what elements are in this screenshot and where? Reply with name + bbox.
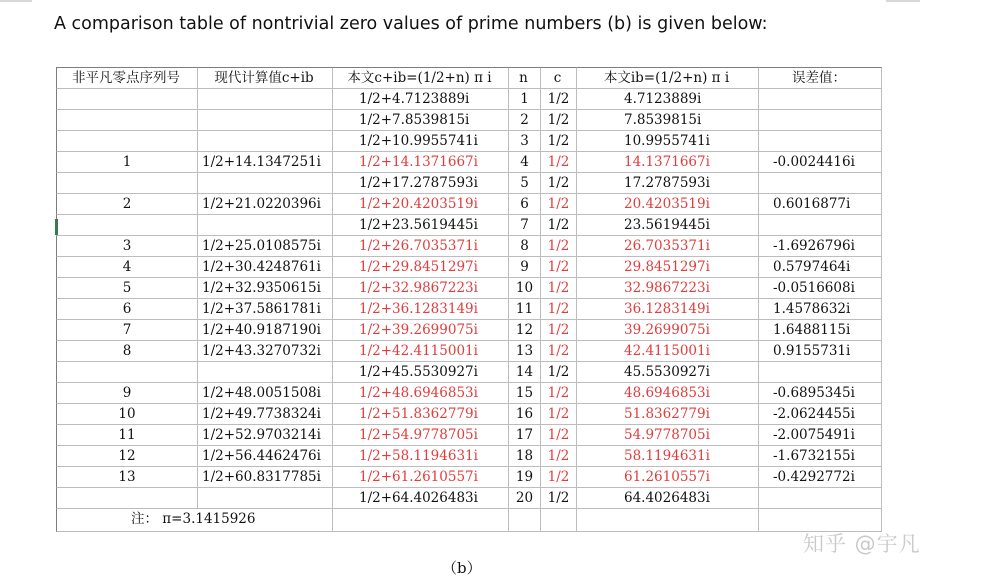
cell-n: 15 (509, 383, 541, 404)
table-row (56, 110, 882, 131)
cell-modern: 1/2+21.0220396i (198, 194, 333, 215)
cell-seq: 1 (56, 152, 198, 173)
cell-c: 1/2 (541, 278, 577, 299)
cell-modern (198, 110, 333, 131)
cell-ib: 4.7123889i (577, 89, 759, 110)
table-row (56, 383, 882, 404)
header-n: n (509, 67, 541, 89)
cell-error: -0.0516608i (759, 278, 882, 299)
table-row (56, 404, 882, 425)
cell-modern (198, 89, 333, 110)
cell-error: 0.9155731i (759, 341, 882, 362)
empty-cell (333, 509, 509, 532)
cell-modern (198, 362, 333, 383)
cell-error: -0.0024416i (759, 152, 882, 173)
cell-c: 1/2 (541, 257, 577, 278)
cell-c: 1/2 (541, 131, 577, 152)
table-row (56, 425, 882, 446)
cell-c: 1/2 (541, 425, 577, 446)
cell-ib: 29.8451297i (577, 257, 759, 278)
cell-seq (56, 488, 198, 509)
cell-error: -2.0075491i (759, 425, 882, 446)
cell-seq: 2 (56, 194, 198, 215)
cell-modern: 1/2+25.0108575i (198, 236, 333, 257)
watermark: 知乎 @宇凡 (803, 532, 921, 556)
cell-c: 1/2 (541, 488, 577, 509)
cell-ib: 64.4026483i (577, 488, 759, 509)
header-paper: 本文c+ib=(1/2+n) π i (333, 67, 509, 89)
cell-modern: 1/2+14.1347251i (198, 152, 333, 173)
header-ib: 本文ib=(1/2+n) π i (577, 67, 759, 89)
cell-seq: 3 (56, 236, 198, 257)
table-row (56, 467, 882, 488)
cell-error: 0.6016877i (759, 194, 882, 215)
cell-ib: 61.2610557i (577, 467, 759, 488)
cell-seq: 12 (56, 446, 198, 467)
cell-ib: 17.2787593i (577, 173, 759, 194)
table-row (56, 257, 882, 278)
cell-paper: 1/2+29.8451297i (333, 257, 509, 278)
cell-n: 3 (509, 131, 541, 152)
pi-note: 注： π=3.1415926 (56, 509, 333, 532)
cell-selection-marker (55, 219, 58, 235)
cell-c: 1/2 (541, 173, 577, 194)
table-row (56, 320, 882, 341)
cell-n: 6 (509, 194, 541, 215)
cell-seq: 9 (56, 383, 198, 404)
header-c: c (541, 67, 577, 89)
cell-n: 4 (509, 152, 541, 173)
cell-c: 1/2 (541, 194, 577, 215)
cell-n: 5 (509, 173, 541, 194)
table-body (56, 89, 882, 509)
cell-seq (56, 110, 198, 131)
cell-error: -1.6732155i (759, 446, 882, 467)
top-rule-left (0, 0, 32, 2)
figure-caption: （b） (442, 559, 482, 577)
cell-paper: 1/2+64.4026483i (333, 488, 509, 509)
cell-paper: 1/2+4.7123889i (333, 89, 509, 110)
cell-seq: 11 (56, 425, 198, 446)
cell-n: 10 (509, 278, 541, 299)
cell-paper: 1/2+7.8539815i (333, 110, 509, 131)
cell-modern: 1/2+48.0051508i (198, 383, 333, 404)
cell-modern: 1/2+60.8317785i (198, 467, 333, 488)
cell-seq: 8 (56, 341, 198, 362)
cell-seq (56, 131, 198, 152)
cell-paper: 1/2+32.9867223i (333, 278, 509, 299)
cell-error (759, 89, 882, 110)
cell-modern: 1/2+49.7738324i (198, 404, 333, 425)
cell-paper: 1/2+23.5619445i (333, 215, 509, 236)
cell-paper: 1/2+42.4115001i (333, 341, 509, 362)
cell-n: 19 (509, 467, 541, 488)
cell-ib: 26.7035371i (577, 236, 759, 257)
cell-ib: 45.5530927i (577, 362, 759, 383)
empty-cell (577, 509, 759, 532)
table-row (56, 278, 882, 299)
cell-error (759, 215, 882, 236)
cell-paper: 1/2+58.1194631i (333, 446, 509, 467)
cell-error: -0.4292772i (759, 467, 882, 488)
table-row (56, 446, 882, 467)
table-row (56, 194, 882, 215)
table-header-row (56, 67, 882, 89)
cell-error: 1.4578632i (759, 299, 882, 320)
cell-error (759, 173, 882, 194)
cell-c: 1/2 (541, 446, 577, 467)
cell-ib: 36.1283149i (577, 299, 759, 320)
cell-n: 17 (509, 425, 541, 446)
cell-error (759, 110, 882, 131)
cell-paper: 1/2+39.2699075i (333, 320, 509, 341)
cell-ib: 48.6946853i (577, 383, 759, 404)
cell-n: 2 (509, 110, 541, 131)
table-row (56, 89, 882, 110)
cell-seq: 10 (56, 404, 198, 425)
cell-ib: 20.4203519i (577, 194, 759, 215)
cell-n: 1 (509, 89, 541, 110)
cell-modern: 1/2+52.9703214i (198, 425, 333, 446)
cell-error (759, 131, 882, 152)
cell-seq: 6 (56, 299, 198, 320)
cell-c: 1/2 (541, 89, 577, 110)
cell-c: 1/2 (541, 110, 577, 131)
cell-error (759, 488, 882, 509)
cell-n: 11 (509, 299, 541, 320)
cell-ib: 54.9778705i (577, 425, 759, 446)
cell-seq: 7 (56, 320, 198, 341)
table-row (56, 215, 882, 236)
cell-c: 1/2 (541, 383, 577, 404)
cell-c: 1/2 (541, 152, 577, 173)
cell-ib: 58.1194631i (577, 446, 759, 467)
cell-n: 16 (509, 404, 541, 425)
cell-ib: 23.5619445i (577, 215, 759, 236)
cell-seq (56, 173, 198, 194)
table-row (56, 362, 882, 383)
cell-error: 1.6488115i (759, 320, 882, 341)
cell-paper: 1/2+48.6946853i (333, 383, 509, 404)
cell-paper: 1/2+45.5530927i (333, 362, 509, 383)
cell-error: -2.0624455i (759, 404, 882, 425)
cell-modern (198, 215, 333, 236)
cell-modern: 1/2+32.9350615i (198, 278, 333, 299)
cell-paper: 1/2+26.7035371i (333, 236, 509, 257)
cell-error (759, 362, 882, 383)
cell-n: 7 (509, 215, 541, 236)
cell-modern: 1/2+30.4248761i (198, 257, 333, 278)
cell-seq (56, 362, 198, 383)
cell-paper: 1/2+14.1371667i (333, 152, 509, 173)
cell-modern (198, 173, 333, 194)
cell-paper: 1/2+36.1283149i (333, 299, 509, 320)
cell-seq (56, 215, 198, 236)
cell-ib: 14.1371667i (577, 152, 759, 173)
table-row (56, 236, 882, 257)
table-row (56, 152, 882, 173)
table-row (56, 299, 882, 320)
cell-c: 1/2 (541, 236, 577, 257)
cell-c: 1/2 (541, 362, 577, 383)
cell-n: 8 (509, 236, 541, 257)
table-note-row (56, 509, 882, 532)
cell-n: 12 (509, 320, 541, 341)
cell-ib: 51.8362779i (577, 404, 759, 425)
cell-modern (198, 488, 333, 509)
cell-paper: 1/2+10.9955741i (333, 131, 509, 152)
cell-modern (198, 131, 333, 152)
table-row (56, 173, 882, 194)
comparison-table (56, 67, 882, 532)
cell-ib: 39.2699075i (577, 320, 759, 341)
cell-ib: 7.8539815i (577, 110, 759, 131)
cell-error: -0.6895345i (759, 383, 882, 404)
cell-ib: 32.9867223i (577, 278, 759, 299)
table-row (56, 131, 882, 152)
cell-n: 14 (509, 362, 541, 383)
cell-error: -1.6926796i (759, 236, 882, 257)
cell-error: 0.5797464i (759, 257, 882, 278)
cell-modern: 1/2+40.9187190i (198, 320, 333, 341)
cell-seq (56, 89, 198, 110)
page-heading: A comparison table of nontrivial zero values of prime numbers (b) is given below: (54, 14, 768, 34)
cell-seq: 13 (56, 467, 198, 488)
cell-seq: 4 (56, 257, 198, 278)
cell-c: 1/2 (541, 404, 577, 425)
cell-n: 20 (509, 488, 541, 509)
top-rule-right (886, 0, 920, 2)
cell-paper: 1/2+54.9778705i (333, 425, 509, 446)
cell-n: 13 (509, 341, 541, 362)
cell-c: 1/2 (541, 341, 577, 362)
cell-paper: 1/2+17.2787593i (333, 173, 509, 194)
cell-n: 9 (509, 257, 541, 278)
cell-c: 1/2 (541, 320, 577, 341)
cell-seq: 5 (56, 278, 198, 299)
cell-modern: 1/2+43.3270732i (198, 341, 333, 362)
cell-c: 1/2 (541, 215, 577, 236)
cell-c: 1/2 (541, 467, 577, 488)
cell-paper: 1/2+20.4203519i (333, 194, 509, 215)
cell-c: 1/2 (541, 299, 577, 320)
cell-paper: 1/2+51.8362779i (333, 404, 509, 425)
cell-modern: 1/2+56.4462476i (198, 446, 333, 467)
cell-ib: 42.4115001i (577, 341, 759, 362)
table-row (56, 488, 882, 509)
table-row (56, 341, 882, 362)
cell-paper: 1/2+61.2610557i (333, 467, 509, 488)
empty-cell (509, 509, 541, 532)
cell-modern: 1/2+37.5861781i (198, 299, 333, 320)
header-modern: 现代计算值c+ib (198, 67, 333, 89)
empty-cell (541, 509, 577, 532)
header-seq: 非平凡零点序列号 (56, 67, 198, 89)
header-error: 误差值： (759, 67, 882, 89)
cell-ib: 10.9955741i (577, 131, 759, 152)
cell-n: 18 (509, 446, 541, 467)
